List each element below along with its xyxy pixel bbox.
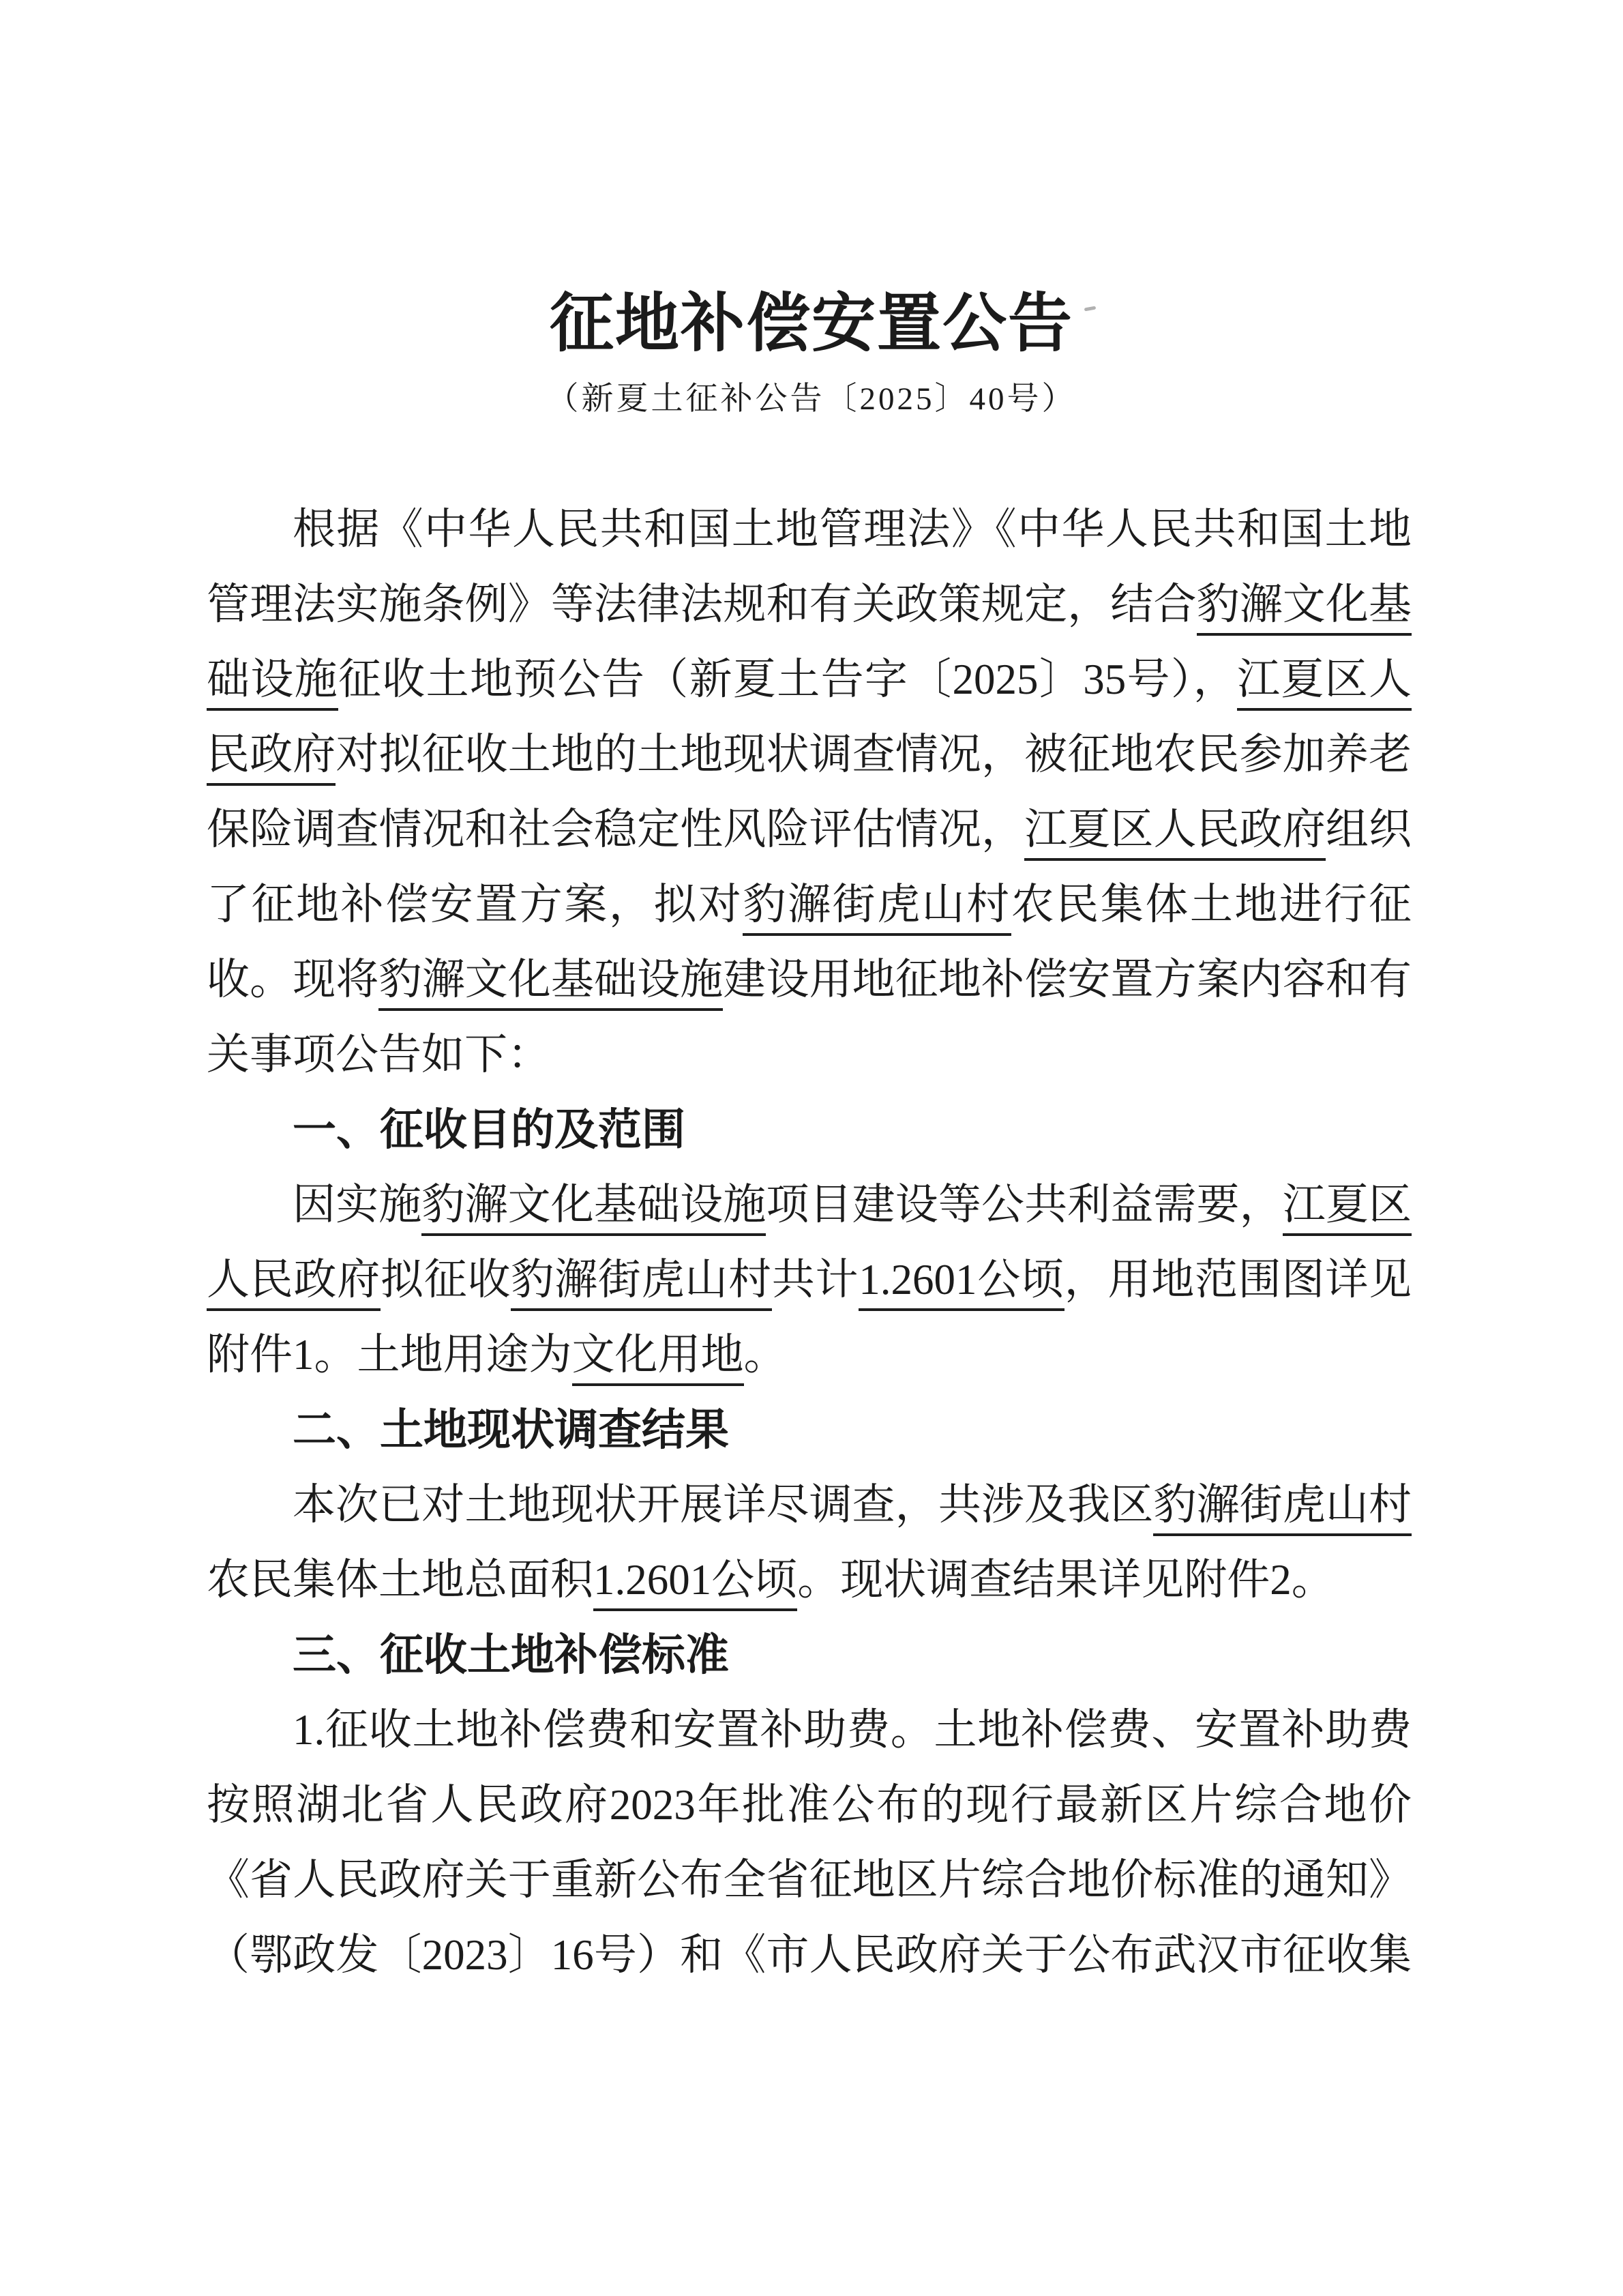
- underlined-text-segment: 人民政府: [207, 1256, 381, 1311]
- text-line: [207, 492, 1412, 567]
- underlined-text-segment: 豹澥文化基: [1197, 580, 1412, 636]
- section-heading: [207, 1392, 1412, 1467]
- underlined-text-segment: 江夏区: [1283, 1181, 1412, 1236]
- text-line: [207, 1692, 1412, 1767]
- underlined-text-segment: 1.2601公顷: [593, 1556, 797, 1611]
- text-segment: 附件1。土地用途为: [207, 1331, 572, 1379]
- text-line: [207, 942, 1412, 1017]
- text-line: [207, 1542, 1412, 1617]
- text-line: [207, 1317, 1412, 1392]
- document-number: （新夏土征补公告〔2025〕40号）: [546, 381, 1077, 417]
- underlined-text-segment: 文化用地: [572, 1331, 744, 1386]
- text-segment: 因实施: [293, 1181, 422, 1228]
- underlined-text-segment: 江夏区人民政府: [1024, 806, 1326, 861]
- text-line: [207, 567, 1412, 642]
- text-segment: 农民集体土地总面积: [207, 1556, 593, 1604]
- text-segment: 项目建设等公共利益需要，: [766, 1181, 1283, 1228]
- text-segment: 建设用地征地补偿安置方案内容和有: [723, 956, 1412, 1003]
- text-segment: 组织: [1325, 806, 1412, 853]
- text-segment: 了征地补偿安置方案，拟对: [207, 881, 743, 928]
- section-heading: [207, 1617, 1412, 1692]
- text-line: [207, 1167, 1412, 1242]
- text-segment: 。: [743, 1331, 787, 1379]
- text-segment: 《省人民政府关于重新公布全省征地区片综合地价标准的通知》: [207, 1856, 1412, 1904]
- text-line: [207, 717, 1412, 792]
- text-segment: 1.征收土地补偿费和安置补助费。土地补偿费、安置补助费: [293, 1706, 1412, 1754]
- text-segment: 。现状调查结果详见附件2。: [797, 1556, 1335, 1604]
- section-heading: [207, 1092, 1412, 1167]
- text-segment: 管理法实施条例》等法律法规和有关政策规定，结合: [207, 580, 1197, 628]
- text-segment: 保险调查情况和社会稳定性风险评估情况，: [207, 806, 1025, 853]
- text-line: [207, 1467, 1412, 1542]
- underlined-text-segment: 豹澥文化基础设施: [421, 1181, 766, 1236]
- text-segment: 收。现将: [207, 956, 379, 1003]
- text-segment: 关事项公告如下：: [207, 1031, 550, 1078]
- text-segment: 根据《中华人民共和国土地管理法》《中华人民共和国土地: [293, 505, 1412, 553]
- text-line: [207, 1242, 1412, 1317]
- text-line: [207, 1842, 1412, 1917]
- text-line: [207, 1017, 1412, 1092]
- document-body: [207, 492, 1412, 1992]
- text-line: [207, 867, 1412, 942]
- text-segment: 三、征收土地补偿标准: [293, 1630, 729, 1679]
- underlined-text-segment: 民政府: [207, 731, 336, 786]
- text-segment: 二、土地现状调查结果: [293, 1405, 729, 1454]
- text-line: [207, 792, 1412, 867]
- text-line: [207, 1767, 1412, 1842]
- text-segment: 拟征收: [381, 1256, 511, 1304]
- text-segment: 共计: [771, 1256, 859, 1304]
- text-segment: ，用地范围图详见: [1064, 1256, 1412, 1304]
- text-line: [207, 1917, 1412, 1992]
- text-segment: 农民集体土地进行征: [1011, 881, 1412, 928]
- underlined-text-segment: 础设施: [207, 656, 338, 711]
- document-title: 征地补偿安置公告: [549, 289, 1073, 359]
- text-line: [207, 642, 1412, 717]
- text-segment: 按照湖北省人民政府2023年批准公布的现行最新区片综合地价: [207, 1781, 1412, 1829]
- text-segment: 对拟征收土地的土地现状调查情况，被征地农民参加养老: [336, 731, 1412, 778]
- underlined-text-segment: 1.2601公顷: [859, 1256, 1064, 1311]
- text-segment: 一、征收目的及范围: [293, 1105, 685, 1154]
- underlined-text-segment: 豹澥文化基础设施: [378, 956, 723, 1011]
- text-segment: 征收土地预公告（新夏土告字〔2025〕35号），: [338, 656, 1238, 703]
- underlined-text-segment: 豹澥街虎山村: [743, 881, 1011, 936]
- underlined-text-segment: 豹澥街虎山村: [511, 1256, 772, 1311]
- text-segment: 本次已对土地现状开展详尽调查，共涉及我区: [293, 1481, 1154, 1529]
- underlined-text-segment: 江夏区人: [1237, 656, 1412, 711]
- text-segment: （鄂政发〔2023〕16号）和《市人民政府关于公布武汉市征收集: [207, 1931, 1412, 1979]
- underlined-text-segment: 豹澥街虎山村: [1153, 1481, 1412, 1536]
